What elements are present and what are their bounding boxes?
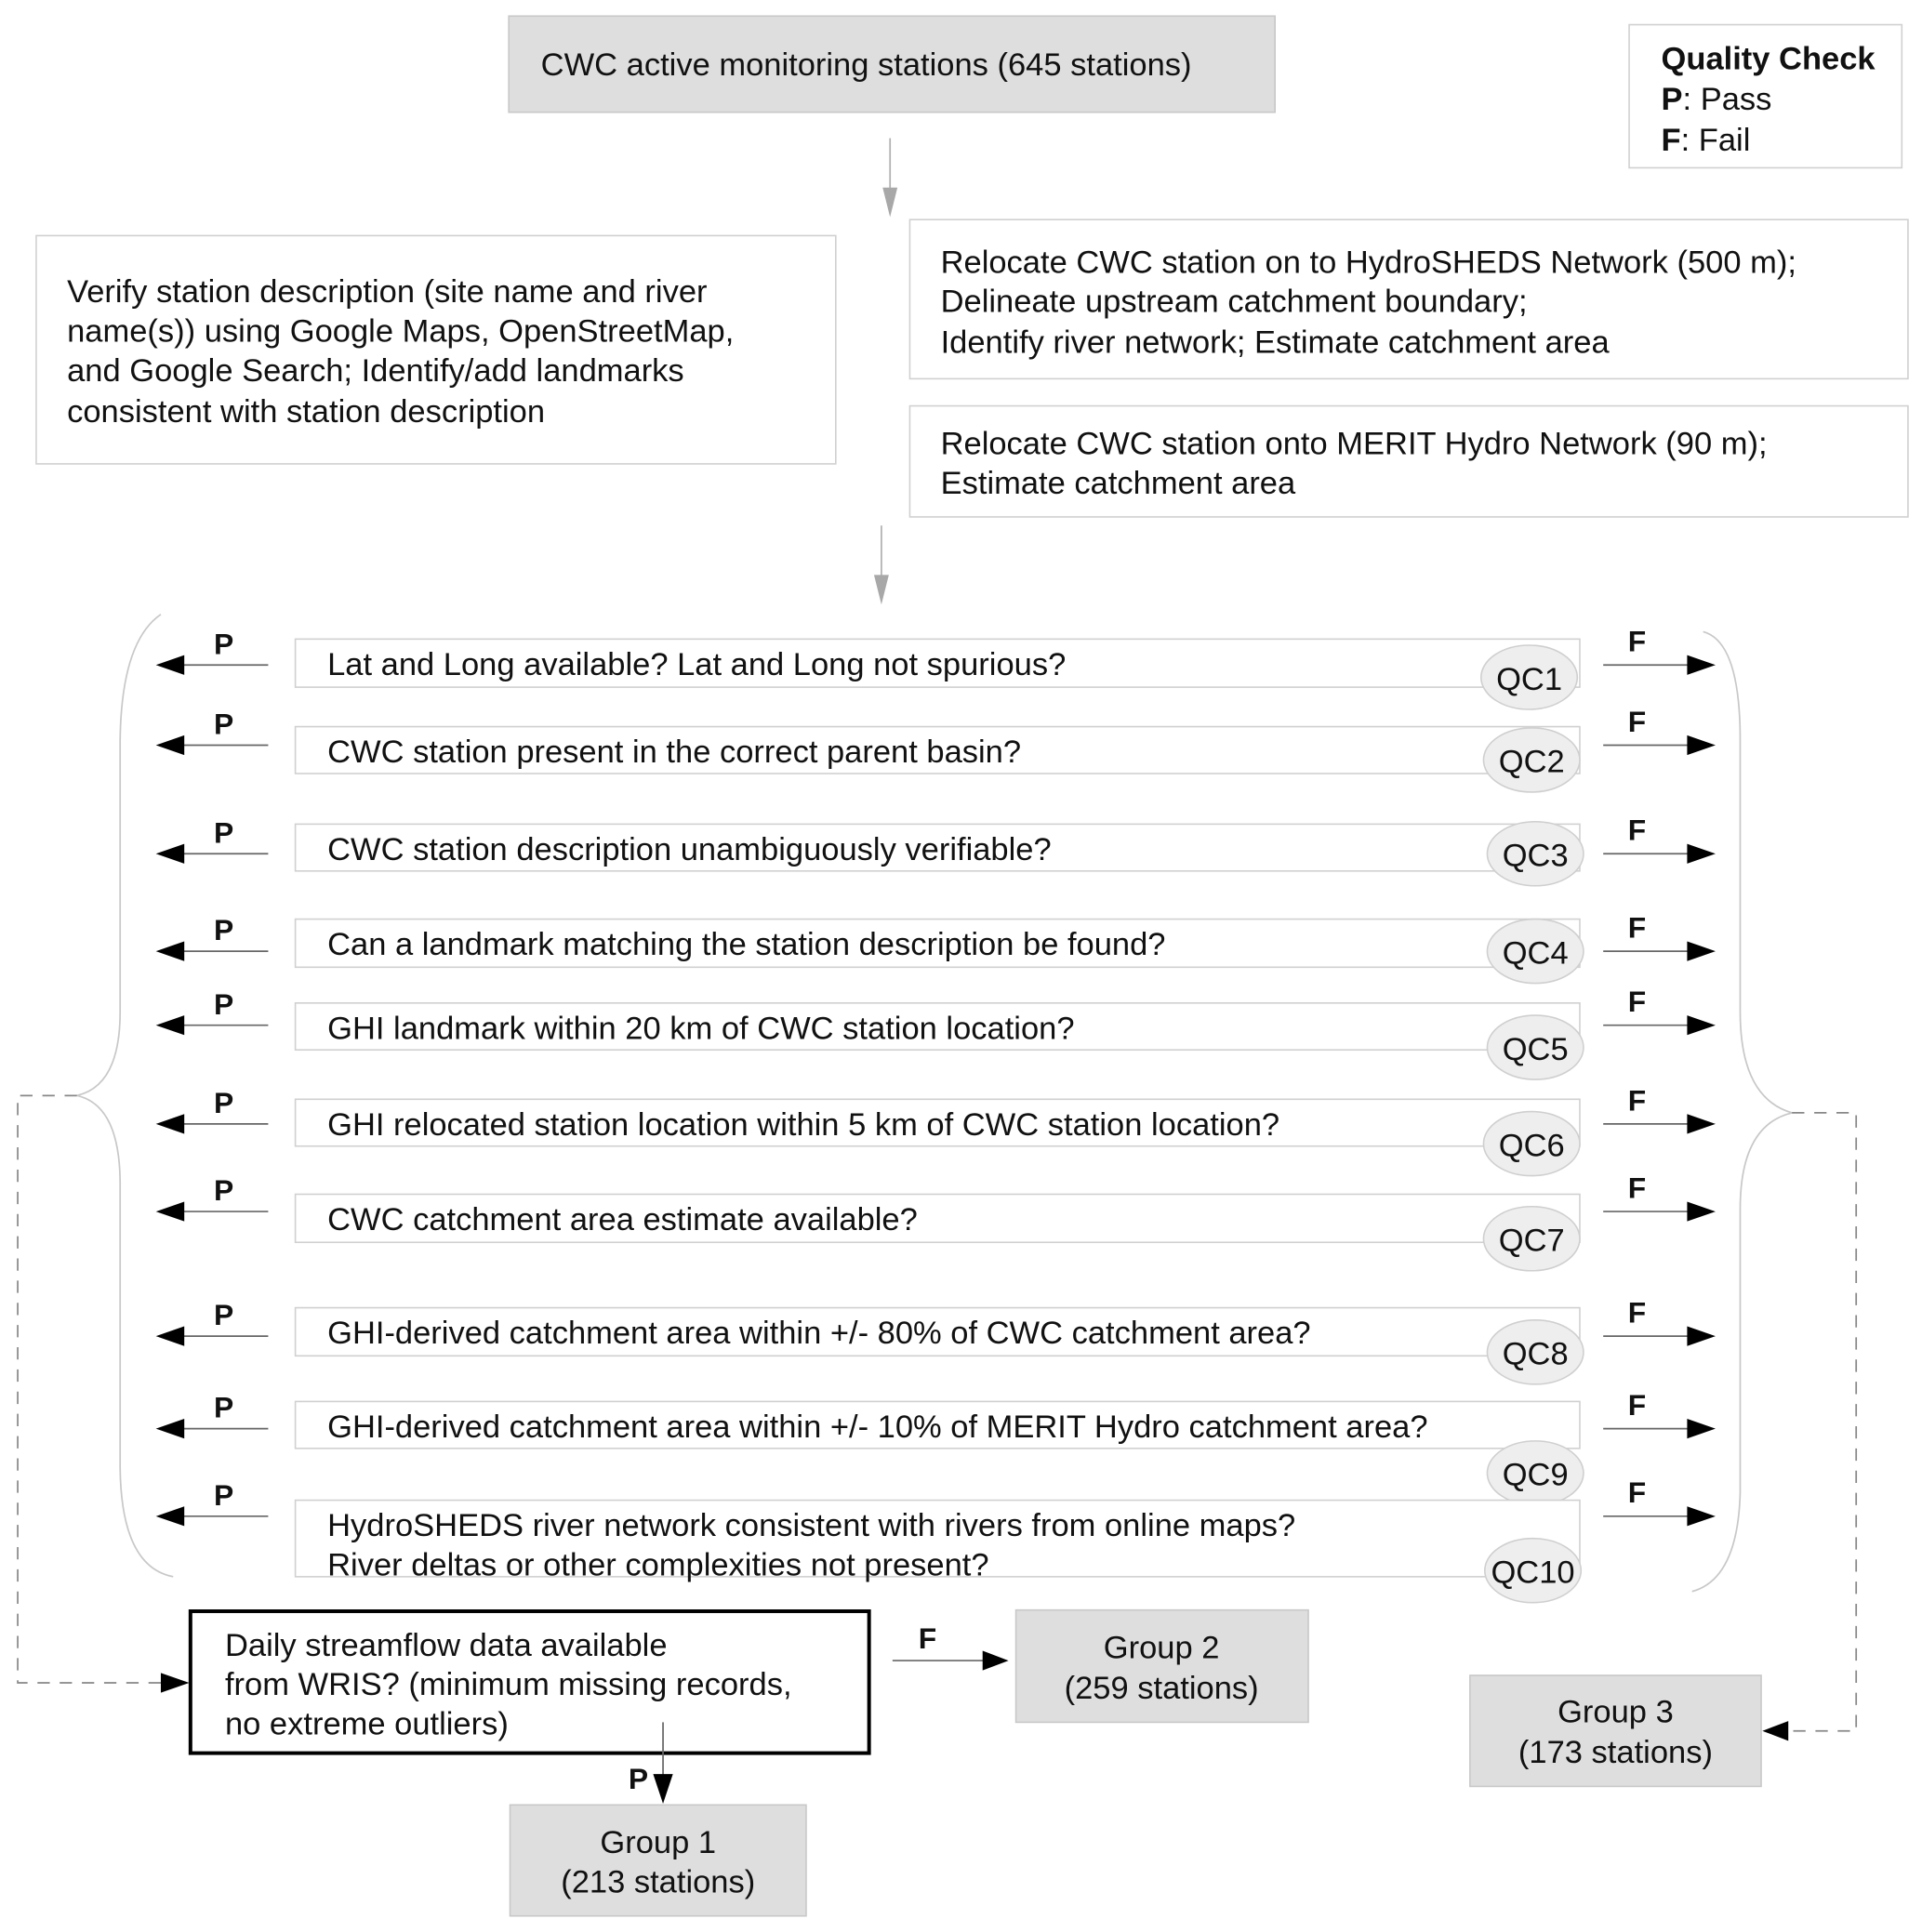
arrow-down-icon	[874, 575, 889, 604]
arrow-right-icon	[1687, 655, 1716, 675]
qc-id: QC2	[1498, 744, 1565, 780]
fail-label: F	[1627, 910, 1647, 945]
fail-label: F	[1627, 704, 1647, 738]
pass-label: P	[214, 707, 234, 741]
legend-pass-key: P	[1661, 82, 1683, 118]
arrow-down-icon	[653, 1774, 672, 1804]
group-3	[1470, 1675, 1761, 1786]
qc-id: QC7	[1498, 1223, 1565, 1259]
qc-row	[156, 1171, 1716, 1270]
qc-question: CWC station description unambiguously verifiable?	[327, 831, 1052, 867]
streamflow-line: no extreme outliers)	[224, 1706, 509, 1742]
arrow-left-icon	[156, 655, 185, 675]
fail-label: F	[918, 1621, 937, 1655]
start-node	[509, 16, 1275, 112]
legend	[1629, 25, 1902, 168]
streamflow-line: from WRIS? (minimum missing records,	[224, 1667, 792, 1703]
arrow-left-icon	[156, 941, 185, 960]
qc-question: GHI-derived catchment area within +/- 80% of CWC catchment area?	[327, 1316, 1311, 1352]
fail-label: F	[1627, 1295, 1647, 1330]
verify-line: and Google Search; Identify/add landmarks	[67, 353, 684, 390]
hydrosheds-node	[909, 219, 1908, 378]
fail-label: F	[1627, 1388, 1647, 1423]
arrow-right-icon	[1687, 1506, 1716, 1526]
arrow-right-icon	[1687, 1326, 1716, 1345]
qc-question: River deltas or other complexities not present?	[327, 1547, 989, 1583]
arrow-left-icon	[156, 844, 185, 864]
arrow-left-icon	[156, 1506, 185, 1526]
group-1-count: (213 stations)	[561, 1864, 756, 1900]
arrow-right-icon	[161, 1673, 190, 1692]
qc-row	[156, 1388, 1716, 1505]
merit-line: Estimate catchment area	[940, 465, 1296, 501]
verify-line: consistent with station description	[67, 393, 546, 430]
qc-id: QC3	[1502, 838, 1569, 874]
fail-label: F	[1627, 624, 1647, 658]
group-1-name: Group 1	[600, 1825, 717, 1861]
verify-box	[36, 235, 836, 463]
arrow-right-icon	[1687, 1201, 1716, 1221]
qc-id: QC5	[1502, 1031, 1569, 1067]
arrow-left-icon	[156, 1326, 185, 1345]
pass-label: P	[628, 1762, 649, 1796]
fail-connector	[1762, 1113, 1856, 1740]
qc-id: QC1	[1496, 661, 1563, 697]
pass-label: P	[214, 1477, 234, 1512]
arrow-right-icon	[1687, 1114, 1716, 1133]
hydrosheds-line: Identify river network; Estimate catchment area	[940, 324, 1610, 361]
qc-row	[156, 625, 1716, 709]
qc-question: HydroSHEDS river network consistent with rivers from online maps?	[327, 1508, 1296, 1544]
arrow-start-to-process	[882, 139, 897, 218]
qc-question: GHI-derived catchment area within +/- 10% of MERIT Hydro catchment area?	[327, 1409, 1428, 1445]
fail-label: F	[1627, 1475, 1647, 1510]
hydrosheds-line: Relocate CWC station on to HydroSHEDS Network (500 m);	[940, 245, 1796, 281]
qc-question: Lat and Long available? Lat and Long not spurious?	[327, 646, 1067, 682]
arrow-right-icon	[983, 1650, 1009, 1670]
streamflow-fail-arrow	[893, 1621, 1009, 1671]
qc-row	[156, 1475, 1716, 1602]
pass-label: P	[214, 1298, 234, 1332]
merit-node	[909, 406, 1908, 517]
arrow-right-icon	[1687, 1015, 1716, 1035]
arrow-left-icon	[156, 735, 185, 755]
pass-label: P	[214, 986, 234, 1021]
qc-id: QC6	[1498, 1128, 1565, 1164]
legend-pass	[1662, 82, 1772, 117]
arrow-left-icon	[1762, 1721, 1788, 1740]
qc-id: QC9	[1502, 1457, 1569, 1493]
pass-connector	[18, 1095, 189, 1692]
group-2-count: (259 stations)	[1064, 1671, 1259, 1707]
fail-label: F	[1627, 813, 1647, 847]
qc-row	[156, 1295, 1716, 1383]
legend-title: Quality Check	[1661, 41, 1876, 77]
pass-label: P	[214, 627, 234, 661]
qc-row	[156, 985, 1716, 1079]
streamflow-node	[191, 1611, 869, 1753]
right-brace	[1692, 631, 1792, 1591]
pass-label: P	[214, 1173, 234, 1208]
group-2-name: Group 2	[1103, 1630, 1220, 1666]
arrow-right-icon	[1687, 1419, 1716, 1438]
qc-question: GHI landmark within 20 km of CWC station location?	[327, 1011, 1075, 1047]
streamflow-line: Daily streamflow data available	[224, 1627, 668, 1663]
pass-label: P	[214, 815, 234, 850]
qc-row	[156, 705, 1716, 792]
fail-label: F	[1627, 985, 1647, 1019]
legend-fail-key: F	[1661, 122, 1681, 158]
arrow-left-icon	[156, 1114, 185, 1133]
legend-fail	[1662, 123, 1751, 158]
arrow-right-icon	[1687, 844, 1716, 864]
start-label: CWC active monitoring stations (645 stations)	[540, 46, 1192, 83]
qc-question: Can a landmark matching the station description be found?	[327, 927, 1166, 963]
arrow-right-icon	[1687, 735, 1716, 755]
arrow-left-icon	[156, 1015, 185, 1035]
qc-id: QC10	[1491, 1555, 1575, 1591]
pass-label: P	[214, 1085, 234, 1119]
group-2	[1016, 1610, 1308, 1723]
qc-question: GHI relocated station location within 5 km of CWC station location?	[327, 1106, 1280, 1143]
verify-line: name(s)) using Google Maps, OpenStreetMap,	[67, 313, 735, 350]
qc-row	[156, 910, 1716, 983]
group-1	[510, 1805, 806, 1915]
qc-id: QC8	[1502, 1336, 1569, 1372]
qc-id: QC4	[1502, 935, 1569, 972]
quality-checks	[156, 625, 1716, 1603]
pass-label: P	[214, 913, 234, 947]
pass-label: P	[214, 1390, 234, 1424]
group-3-name: Group 3	[1557, 1694, 1674, 1730]
arrow-left-icon	[156, 1419, 185, 1438]
qc-question: CWC catchment area estimate available?	[327, 1201, 918, 1237]
hydrosheds-line: Delineate upstream catchment boundary;	[940, 284, 1528, 320]
verify-node	[36, 235, 836, 463]
arrow-right-icon	[1687, 941, 1716, 960]
arrow-left-icon	[156, 1201, 185, 1221]
arrow-process-to-checks	[874, 525, 889, 604]
verify-line: Verify station description (site name and river	[67, 274, 708, 311]
legend-fail-value: : Fail	[1680, 122, 1751, 158]
qc-row	[156, 814, 1716, 886]
legend-pass-value: : Pass	[1682, 82, 1772, 118]
qc-row	[156, 1083, 1716, 1175]
merit-line: Relocate CWC station onto MERIT Hydro Network (90 m);	[940, 426, 1768, 462]
group-3-count: (173 stations)	[1518, 1735, 1713, 1771]
fail-label: F	[1627, 1083, 1647, 1118]
left-brace	[77, 615, 174, 1577]
fail-label: F	[1627, 1171, 1647, 1205]
qc-question: CWC station present in the correct parent basin?	[327, 734, 1022, 771]
arrow-down-icon	[882, 188, 897, 218]
